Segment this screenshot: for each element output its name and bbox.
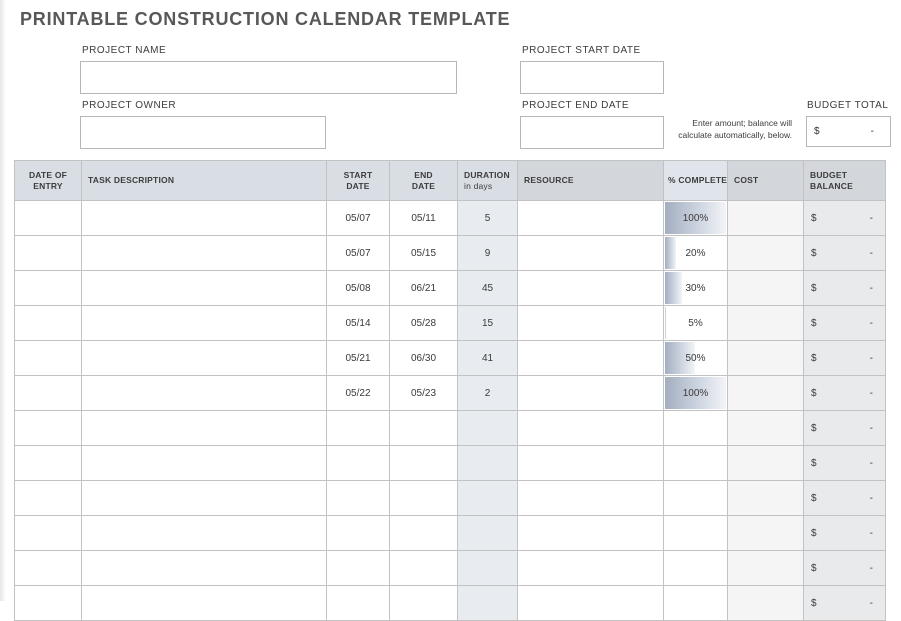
budget-balance-content (804, 586, 885, 620)
percent-complete-value: 5% (688, 317, 703, 329)
balance-value: - (869, 212, 873, 224)
cell-percent-complete[interactable] (664, 516, 728, 551)
cell-percent-complete[interactable] (664, 411, 728, 446)
cell-end-date[interactable]: 05/23 (390, 376, 458, 411)
percent-complete-value: 20% (685, 247, 706, 259)
cell-budget-balance[interactable] (804, 376, 886, 411)
cell-start-date[interactable]: 05/22 (327, 376, 390, 411)
budget-balance-content (804, 516, 885, 550)
cell-budget-balance[interactable] (804, 306, 886, 341)
cell-end-date[interactable] (390, 446, 458, 481)
currency-symbol: $ (811, 387, 817, 399)
cell-end-date[interactable] (390, 586, 458, 621)
budget-balance-content (804, 201, 885, 235)
cell-cost[interactable] (728, 201, 804, 236)
balance-value: - (869, 317, 873, 329)
cell-budget-balance[interactable] (804, 586, 886, 621)
table-row (15, 341, 886, 376)
currency-symbol: $ (811, 492, 817, 504)
cell-cost[interactable] (728, 376, 804, 411)
budget-balance-content (804, 411, 885, 445)
cell-date-of-entry[interactable] (15, 201, 82, 236)
cell-resource[interactable] (518, 306, 664, 341)
cell-end-date[interactable] (390, 481, 458, 516)
duration-sublabel: in days (464, 180, 493, 191)
cell-date-of-entry[interactable] (15, 516, 82, 551)
cell-cost[interactable] (728, 516, 804, 551)
cell-date-of-entry[interactable] (15, 376, 82, 411)
currency-symbol: $ (811, 282, 817, 294)
project-name-input[interactable] (80, 61, 457, 94)
percent-complete-value: 50% (685, 352, 706, 364)
currency-symbol: $ (811, 597, 817, 609)
col-header-resource: RESOURCE (518, 161, 664, 201)
budget-balance-content (804, 376, 885, 410)
cell-percent-complete[interactable] (664, 201, 728, 236)
table-row (15, 236, 886, 271)
budget-balance-content (804, 341, 885, 375)
cell-resource[interactable] (518, 586, 664, 621)
cell-duration[interactable] (458, 481, 518, 516)
cell-percent-complete[interactable] (664, 446, 728, 481)
cell-duration[interactable]: 15 (458, 306, 518, 341)
percent-complete-bar (665, 237, 676, 269)
cell-budget-balance[interactable] (804, 446, 886, 481)
cell-percent-complete[interactable] (664, 376, 728, 411)
cell-end-date[interactable]: 05/28 (390, 306, 458, 341)
cell-end-date[interactable]: 06/21 (390, 271, 458, 306)
cell-end-date[interactable]: 05/15 (390, 236, 458, 271)
cell-start-date[interactable] (327, 446, 390, 481)
balance-value: - (869, 282, 873, 294)
percent-complete-value: 30% (685, 282, 706, 294)
percent-complete-value: 100% (682, 212, 709, 224)
cell-budget-balance[interactable] (804, 551, 886, 586)
budget-note: Enter amount; balance will calculate automatically, below. (678, 118, 792, 141)
cell-budget-balance[interactable] (804, 271, 886, 306)
cell-resource[interactable] (518, 271, 664, 306)
cell-budget-balance[interactable] (804, 341, 886, 376)
cell-date-of-entry[interactable] (15, 411, 82, 446)
cell-cost[interactable] (728, 446, 804, 481)
cell-task-description[interactable] (82, 516, 327, 551)
cell-start-date[interactable] (327, 586, 390, 621)
balance-value: - (869, 422, 873, 434)
page-title: PRINTABLE CONSTRUCTION CALENDAR TEMPLATE (20, 9, 511, 29)
construction-calendar-table (14, 160, 886, 621)
cell-resource[interactable] (518, 481, 664, 516)
cell-duration[interactable]: 2 (458, 376, 518, 411)
cell-start-date[interactable] (327, 551, 390, 586)
cell-end-date[interactable] (390, 551, 458, 586)
cell-start-date[interactable] (327, 411, 390, 446)
col-header-cost: COST (728, 161, 804, 201)
cell-percent-complete[interactable] (664, 306, 728, 341)
balance-value: - (869, 247, 873, 259)
project-start-date-label: PROJECT START DATE (522, 45, 641, 56)
percent-complete-bar (665, 272, 682, 304)
currency-symbol: $ (811, 527, 817, 539)
cell-cost[interactable] (728, 271, 804, 306)
cell-duration[interactable] (458, 446, 518, 481)
cell-task-description[interactable] (82, 481, 327, 516)
budget-total-label: BUDGET TOTAL (807, 100, 889, 111)
cell-start-date[interactable]: 05/08 (327, 271, 390, 306)
cell-budget-balance[interactable] (804, 236, 886, 271)
cell-end-date[interactable]: 05/11 (390, 201, 458, 236)
cell-date-of-entry[interactable] (15, 341, 82, 376)
cell-start-date[interactable]: 05/14 (327, 306, 390, 341)
currency-symbol: $ (811, 562, 817, 574)
cell-percent-complete[interactable] (664, 341, 728, 376)
budget-balance-content (804, 271, 885, 305)
cell-task-description[interactable] (82, 341, 327, 376)
cell-resource[interactable] (518, 341, 664, 376)
project-end-date-input[interactable] (520, 116, 664, 149)
cell-duration[interactable] (458, 551, 518, 586)
budget-balance-content (804, 446, 885, 480)
cell-resource[interactable] (518, 236, 664, 271)
project-name-label: PROJECT NAME (82, 45, 167, 56)
cell-date-of-entry[interactable] (15, 271, 82, 306)
budget-balance-content (804, 481, 885, 515)
cell-cost[interactable] (728, 306, 804, 341)
cell-percent-complete[interactable] (664, 481, 728, 516)
cell-budget-balance[interactable] (804, 516, 886, 551)
table-row (15, 306, 886, 341)
balance-value: - (869, 562, 873, 574)
cell-budget-balance[interactable] (804, 481, 886, 516)
col-header-task-description: TASK DESCRIPTION (82, 161, 327, 201)
table-row (15, 481, 886, 516)
balance-value: - (869, 457, 873, 469)
cell-task-description[interactable] (82, 411, 327, 446)
cell-percent-complete[interactable] (664, 551, 728, 586)
balance-value: - (869, 597, 873, 609)
cell-date-of-entry[interactable] (15, 586, 82, 621)
balance-value: - (869, 352, 873, 364)
table-row (15, 446, 886, 481)
cell-cost[interactable] (728, 341, 804, 376)
col-header-duration (458, 161, 518, 201)
col-header-percent-complete: % COMPLETE (664, 161, 728, 201)
cell-percent-complete[interactable] (664, 236, 728, 271)
cell-task-description[interactable] (82, 201, 327, 236)
col-header-start-date: START DATE (327, 161, 390, 201)
table-row (15, 271, 886, 306)
cell-duration[interactable]: 9 (458, 236, 518, 271)
budget-balance-content (804, 306, 885, 340)
page-edge (0, 0, 6, 601)
cell-task-description[interactable] (82, 306, 327, 341)
project-owner-input[interactable] (80, 116, 326, 149)
duration-label: DURATION (464, 169, 510, 180)
balance-value: - (869, 527, 873, 539)
cell-resource[interactable] (518, 446, 664, 481)
table-body (15, 201, 886, 621)
project-end-date-label: PROJECT END DATE (522, 100, 630, 111)
cell-duration[interactable]: 45 (458, 271, 518, 306)
table-row (15, 586, 886, 621)
currency-symbol: $ (811, 212, 817, 224)
cell-resource[interactable] (518, 376, 664, 411)
cell-task-description[interactable] (82, 376, 327, 411)
cell-resource[interactable] (518, 201, 664, 236)
balance-value: - (869, 492, 873, 504)
cell-resource[interactable] (518, 516, 664, 551)
table-row (15, 376, 886, 411)
currency-symbol: $ (811, 247, 817, 259)
cell-date-of-entry[interactable] (15, 306, 82, 341)
percent-complete-value: 100% (682, 387, 709, 399)
cell-task-description[interactable] (82, 236, 327, 271)
col-header-budget-balance: BUDGET BALANCE (804, 161, 886, 201)
table-row (15, 411, 886, 446)
cell-duration[interactable]: 41 (458, 341, 518, 376)
table-row (15, 516, 886, 551)
budget-total-field[interactable] (806, 116, 891, 147)
cell-cost[interactable] (728, 236, 804, 271)
percent-complete-bar (665, 307, 666, 339)
col-header-date-of-entry: DATE OF ENTRY (15, 161, 82, 201)
cell-task-description[interactable] (82, 551, 327, 586)
cell-percent-complete[interactable] (664, 586, 728, 621)
budget-balance-content (804, 551, 885, 585)
currency-symbol: $ (814, 126, 820, 137)
cell-start-date[interactable]: 05/21 (327, 341, 390, 376)
cell-cost[interactable] (728, 586, 804, 621)
cell-date-of-entry[interactable] (15, 236, 82, 271)
cell-task-description[interactable] (82, 271, 327, 306)
cell-resource[interactable] (518, 411, 664, 446)
cell-budget-balance[interactable] (804, 411, 886, 446)
balance-value: - (869, 387, 873, 399)
table-row (15, 551, 886, 586)
cell-end-date[interactable]: 06/30 (390, 341, 458, 376)
cell-cost[interactable] (728, 551, 804, 586)
col-header-end-date: END DATE (390, 161, 458, 201)
currency-symbol: $ (811, 352, 817, 364)
cell-duration[interactable] (458, 516, 518, 551)
project-owner-label: PROJECT OWNER (82, 100, 177, 111)
cell-date-of-entry[interactable] (15, 446, 82, 481)
cell-task-description[interactable] (82, 586, 327, 621)
currency-symbol: $ (811, 457, 817, 469)
cell-end-date[interactable] (390, 516, 458, 551)
cell-end-date[interactable] (390, 411, 458, 446)
cell-duration[interactable] (458, 586, 518, 621)
cell-date-of-entry[interactable] (15, 481, 82, 516)
table-header-row (15, 161, 886, 201)
cell-duration[interactable] (458, 411, 518, 446)
cell-start-date[interactable]: 05/07 (327, 236, 390, 271)
cell-duration[interactable]: 5 (458, 201, 518, 236)
cell-task-description[interactable] (82, 446, 327, 481)
budget-total-value: - (870, 126, 874, 137)
cell-cost[interactable] (728, 411, 804, 446)
cell-resource[interactable] (518, 551, 664, 586)
cell-percent-complete[interactable] (664, 271, 728, 306)
project-start-date-input[interactable] (520, 61, 664, 94)
cell-start-date[interactable] (327, 516, 390, 551)
table-row (15, 201, 886, 236)
cell-cost[interactable] (728, 481, 804, 516)
currency-symbol: $ (811, 422, 817, 434)
cell-date-of-entry[interactable] (15, 551, 82, 586)
cell-start-date[interactable] (327, 481, 390, 516)
cell-budget-balance[interactable] (804, 201, 886, 236)
currency-symbol: $ (811, 317, 817, 329)
cell-start-date[interactable]: 05/07 (327, 201, 390, 236)
budget-balance-content (804, 236, 885, 270)
